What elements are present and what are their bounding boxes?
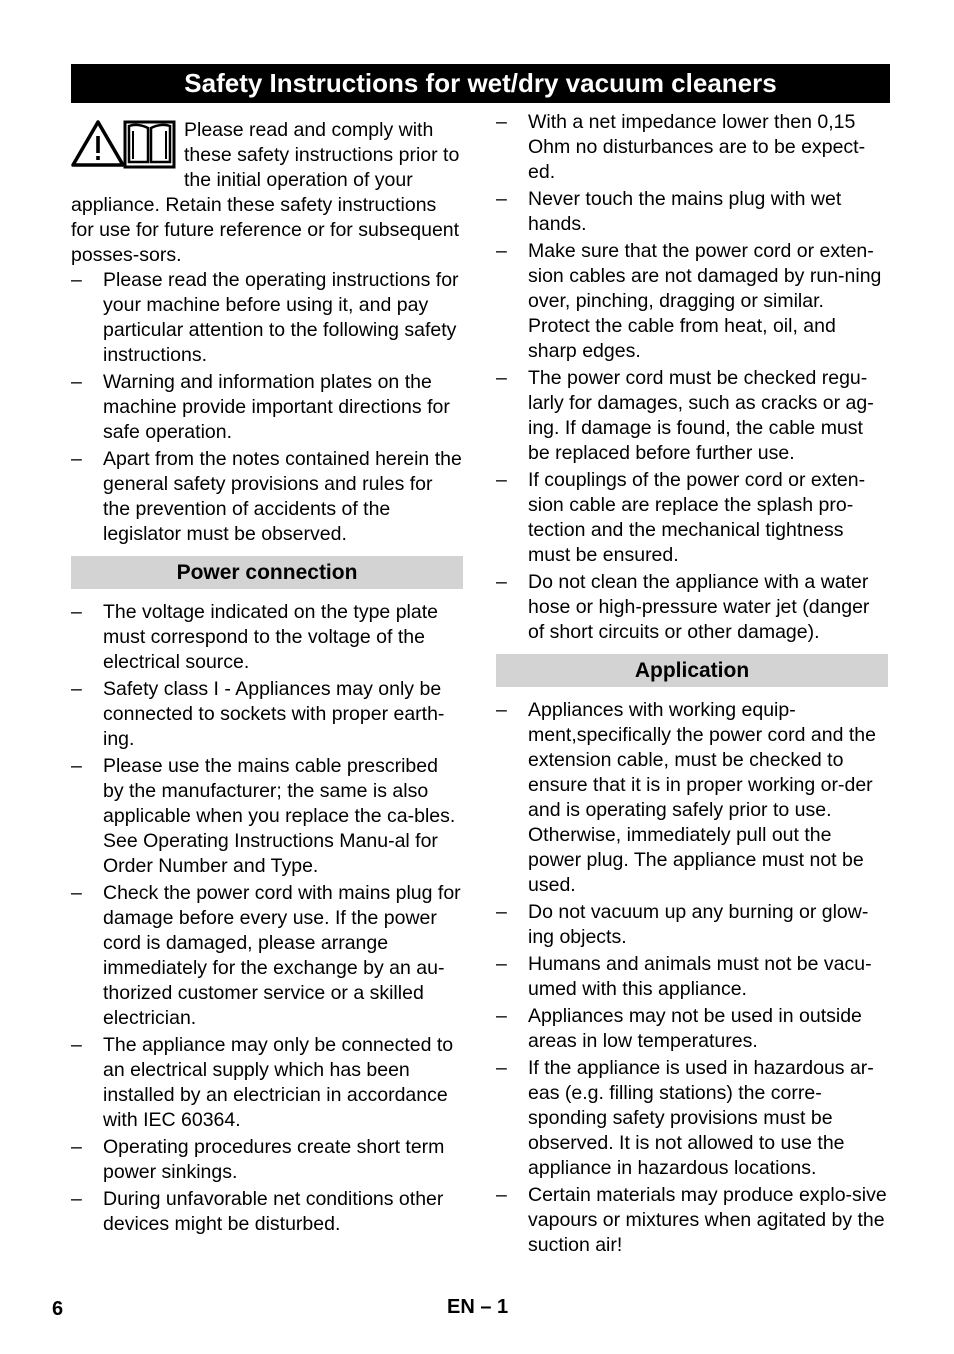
bullet-dash: – bbox=[496, 953, 507, 975]
manual-book-icon bbox=[125, 122, 174, 167]
list-item-text: Appliances with working equip-ment,specifically the power cord and the extension cable, must be checked to ensure that it is in proper working or-der and is operating safely prior to use. Otherwise, immediately pull out the power plug. The appliance must not be used. bbox=[528, 699, 876, 896]
page-title: Safety Instructions for wet/dry vacuum cleaners bbox=[71, 64, 890, 103]
bullet-dash: – bbox=[71, 1188, 82, 1210]
bullet-dash: – bbox=[71, 1034, 82, 1056]
right-column bbox=[496, 110, 888, 1260]
bullet-dash: – bbox=[496, 1005, 507, 1027]
bullet-dash: – bbox=[496, 571, 507, 593]
list-item-text: The voltage indicated on the type plate must correspond to the voltage of the electrical source. bbox=[103, 601, 438, 673]
list-item bbox=[71, 447, 463, 547]
bullet-dash: – bbox=[496, 469, 507, 491]
bullet-dash: – bbox=[496, 699, 507, 721]
list-item bbox=[71, 881, 463, 1031]
page-number: 6 bbox=[52, 1298, 64, 1320]
list-item bbox=[496, 1004, 888, 1054]
list-item bbox=[496, 366, 888, 466]
power-connection-list bbox=[71, 600, 463, 1237]
list-item-text: Do not clean the appliance with a water hose or high-pressure water jet (danger of short circuits or other damage). bbox=[528, 571, 870, 643]
bullet-dash: – bbox=[71, 678, 82, 700]
bullet-dash: – bbox=[71, 882, 82, 904]
list-item bbox=[71, 268, 463, 368]
bullet-dash: – bbox=[71, 371, 82, 393]
bullet-dash: – bbox=[71, 448, 82, 470]
bullet-dash: – bbox=[71, 601, 82, 623]
list-item-text: The power cord must be checked regu-larly for damages, such as cracks or ag-ing. If damage is found, the cable must be replaced before further use. bbox=[528, 367, 874, 464]
list-item bbox=[71, 677, 463, 752]
list-item bbox=[71, 1033, 463, 1133]
list-item bbox=[496, 570, 888, 645]
bullet-dash: – bbox=[496, 111, 507, 133]
list-item bbox=[71, 1187, 463, 1237]
list-item bbox=[496, 468, 888, 568]
list-item-text: Appliances may not be used in outside areas in low temperatures. bbox=[528, 1005, 862, 1052]
list-item-text: Certain materials may produce explo-sive vapours or mixtures when agitated by the suction air! bbox=[528, 1184, 887, 1256]
list-item bbox=[496, 698, 888, 898]
power-connection-heading: Power connection bbox=[71, 556, 463, 589]
intro-icons bbox=[71, 119, 176, 169]
list-item-text: Check the power cord with mains plug for damage before every use. If the power cord is damaged, please arrange immediately for the exchange by an au-thorized customer service or a skilled electrician. bbox=[103, 882, 461, 1029]
list-item bbox=[496, 239, 888, 364]
bullet-dash: – bbox=[496, 901, 507, 923]
list-item-text: Warning and information plates on the machine provide important directions for safe operation. bbox=[103, 371, 450, 443]
list-item-text: Operating procedures create short term power sinkings. bbox=[103, 1136, 445, 1183]
list-item-text: Please use the mains cable prescribed by the manufacturer; the same is also applicable when you replace the ca-bles. See Operating Instructions Manu-al for Order Number and Type. bbox=[103, 755, 456, 877]
list-item-text: With a net impedance lower then 0,15 Ohm no disturbances are to be expect-ed. bbox=[528, 111, 866, 183]
general-instructions-list bbox=[71, 268, 463, 547]
list-item-text: Never touch the mains plug with wet hands. bbox=[528, 188, 842, 235]
bullet-dash: – bbox=[496, 367, 507, 389]
icon-group bbox=[71, 119, 176, 169]
left-column bbox=[71, 118, 463, 1239]
list-item-text: Do not vacuum up any burning or glow-ing objects. bbox=[528, 901, 869, 948]
intro-paragraph: Please read and comply with these safety instructions prior to the initial operation of your appliance. Retain these safety instructions for use for future reference or for subsequent posses-sors. bbox=[71, 119, 460, 266]
bullet-dash: – bbox=[496, 188, 507, 210]
power-connection-list-continued bbox=[496, 110, 888, 645]
list-item bbox=[71, 600, 463, 675]
list-item-text: Apart from the notes contained herein the general safety provisions and rules for the prevention of accidents of the legislator must be observed. bbox=[103, 448, 462, 545]
list-item bbox=[496, 1183, 888, 1258]
application-list bbox=[496, 698, 888, 1258]
list-item bbox=[71, 1135, 463, 1185]
list-item bbox=[496, 110, 888, 185]
list-item bbox=[71, 754, 463, 879]
list-item-text: Safety class I - Appliances may only be connected to sockets with proper earth-ing. bbox=[103, 678, 445, 750]
list-item-text: Please read the operating instructions for your machine before using it, and pay particular attention to the following safety instructions. bbox=[103, 269, 459, 366]
warning-triangle-icon bbox=[73, 122, 123, 165]
list-item-text: If couplings of the power cord or exten-sion cable are replace the splash pro-tection and the mechanical tightness must be ensured. bbox=[528, 469, 866, 566]
bullet-dash: – bbox=[496, 1057, 507, 1079]
bullet-dash: – bbox=[496, 1184, 507, 1206]
list-item-text: The appliance may only be connected to an electrical supply which has been installed by an electrician in accordance with IEC 60364. bbox=[103, 1034, 454, 1131]
bullet-dash: – bbox=[71, 269, 82, 291]
language-label: EN – 1 bbox=[447, 1296, 509, 1318]
bullet-dash: – bbox=[71, 1136, 82, 1158]
list-item bbox=[496, 187, 888, 237]
list-item-text: If the appliance is used in hazardous ar-eas (e.g. filling stations) the corre-sponding safety provisions must be observed. It is not allowed to use the appliance in hazardous locations. bbox=[528, 1057, 874, 1179]
list-item-text: Make sure that the power cord or exten-sion cables are not damaged by run-ning over, pinching, dragging or similar. Protect the cable from heat, oil, and sharp edges. bbox=[528, 240, 882, 362]
intro-block bbox=[71, 118, 463, 268]
list-item bbox=[496, 900, 888, 950]
application-heading: Application bbox=[496, 654, 888, 687]
list-item-text: During unfavorable net conditions other devices might be disturbed. bbox=[103, 1188, 444, 1235]
list-item bbox=[496, 952, 888, 1002]
list-item bbox=[71, 370, 463, 445]
list-item bbox=[496, 1056, 888, 1181]
bullet-dash: – bbox=[496, 240, 507, 262]
bullet-dash: – bbox=[71, 755, 82, 777]
list-item-text: Humans and animals must not be vacu-umed with this appliance. bbox=[528, 953, 872, 1000]
